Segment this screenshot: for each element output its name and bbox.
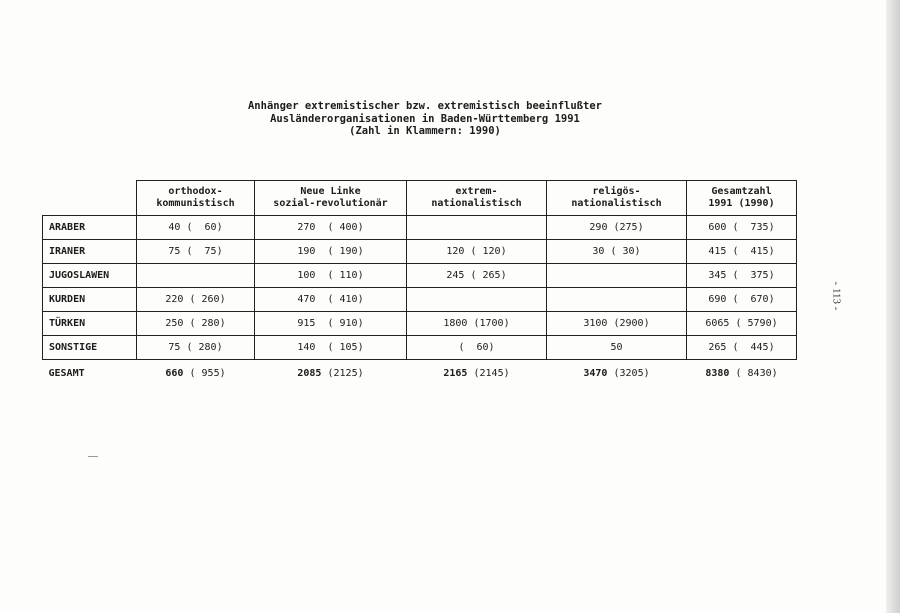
- document-title: [150, 100, 700, 138]
- column-header: [547, 181, 687, 216]
- table-cell: 3100 (2900): [547, 312, 687, 336]
- table-cell: 415 ( 415): [687, 240, 797, 264]
- header-line: kommunistisch: [156, 198, 235, 209]
- table-cell: 290 (275): [547, 216, 687, 240]
- table-cell: [137, 264, 255, 288]
- header-line: extrem-: [455, 186, 498, 197]
- total-previous: (2145): [473, 367, 510, 379]
- row-label: KURDEN: [43, 288, 137, 312]
- total-value: 660: [165, 367, 184, 379]
- table-cell: 245 ( 265): [407, 264, 547, 288]
- column-header: [407, 181, 547, 216]
- total-row: [43, 360, 797, 387]
- statistics-table: [42, 180, 797, 386]
- row-label: TÜRKEN: [43, 312, 137, 336]
- total-previous: ( 8430): [735, 367, 778, 379]
- table-cell: 690 ( 670): [687, 288, 797, 312]
- title-line-3: (Zahl in Klammern: 1990): [349, 125, 501, 137]
- header-line: orthodox-: [168, 186, 223, 197]
- total-previous: ( 955): [189, 367, 226, 379]
- total-previous: (3205): [613, 367, 650, 379]
- page-number: - 113 -: [830, 281, 843, 311]
- table-cell: 1800 (1700): [407, 312, 547, 336]
- header-line: Gesamtzahl: [711, 186, 772, 197]
- table-cell: 30 ( 30): [547, 240, 687, 264]
- table-cell: 75 ( 75): [137, 240, 255, 264]
- header-corner: [43, 181, 137, 216]
- column-header: [687, 181, 797, 216]
- table-cell: [255, 360, 407, 387]
- table-row: [43, 216, 797, 240]
- header-line: sozial-revolutionär: [273, 198, 388, 209]
- table-cell: [547, 360, 687, 387]
- table-cell: [407, 360, 547, 387]
- table-row: [43, 264, 797, 288]
- table-cell: ( 60): [407, 336, 547, 360]
- table-cell: 265 ( 445): [687, 336, 797, 360]
- table-cell: [687, 360, 797, 387]
- table-cell: 75 ( 280): [137, 336, 255, 360]
- table-cell: 40 ( 60): [137, 216, 255, 240]
- total-previous: (2125): [327, 367, 364, 379]
- table-row: [43, 240, 797, 264]
- table-cell: 220 ( 260): [137, 288, 255, 312]
- row-label: GESAMT: [48, 367, 85, 379]
- table-cell: [407, 216, 547, 240]
- table-row: [43, 288, 797, 312]
- scan-page-edge: [886, 0, 900, 613]
- header-line: 1991 (1990): [708, 198, 775, 209]
- total-value: 8380: [705, 367, 730, 379]
- table-cell: 600 ( 735): [687, 216, 797, 240]
- column-header: [255, 181, 407, 216]
- table-cell: [137, 360, 255, 387]
- header-line: nationalistisch: [571, 198, 662, 209]
- total-value: 2085: [297, 367, 322, 379]
- table-cell: 250 ( 280): [137, 312, 255, 336]
- column-header: [137, 181, 255, 216]
- table-cell: 915 ( 910): [255, 312, 407, 336]
- table-cell: 345 ( 375): [687, 264, 797, 288]
- row-label: ARABER: [43, 216, 137, 240]
- row-label: JUGOSLAWEN: [43, 264, 137, 288]
- header-line: religös-: [592, 186, 641, 197]
- stray-mark: [88, 456, 98, 457]
- table-header-row: [43, 181, 797, 216]
- table-cell: [407, 288, 547, 312]
- header-line: Neue Linke: [300, 186, 361, 197]
- table-cell: [547, 288, 687, 312]
- title-line-2: Ausländerorganisationen in Baden-Württemberg 1991: [270, 112, 580, 125]
- table-cell: 190 ( 190): [255, 240, 407, 264]
- table-cell: 470 ( 410): [255, 288, 407, 312]
- total-value: 2165: [443, 367, 468, 379]
- table-cell: 100 ( 110): [255, 264, 407, 288]
- table-cell: 50: [547, 336, 687, 360]
- table-row: [43, 312, 797, 336]
- row-label: SONSTIGE: [43, 336, 137, 360]
- total-value: 3470: [583, 367, 608, 379]
- table-cell: 140 ( 105): [255, 336, 407, 360]
- table-row: [43, 336, 797, 360]
- table-cell: 6065 ( 5790): [687, 312, 797, 336]
- table-cell: 120 ( 120): [407, 240, 547, 264]
- table-cell: [547, 264, 687, 288]
- header-line: nationalistisch: [431, 198, 522, 209]
- row-label: IRANER: [43, 240, 137, 264]
- title-line-1: Anhänger extremistischer bzw. extremistisch beeinflußter: [247, 100, 602, 112]
- table-cell: 270 ( 400): [255, 216, 407, 240]
